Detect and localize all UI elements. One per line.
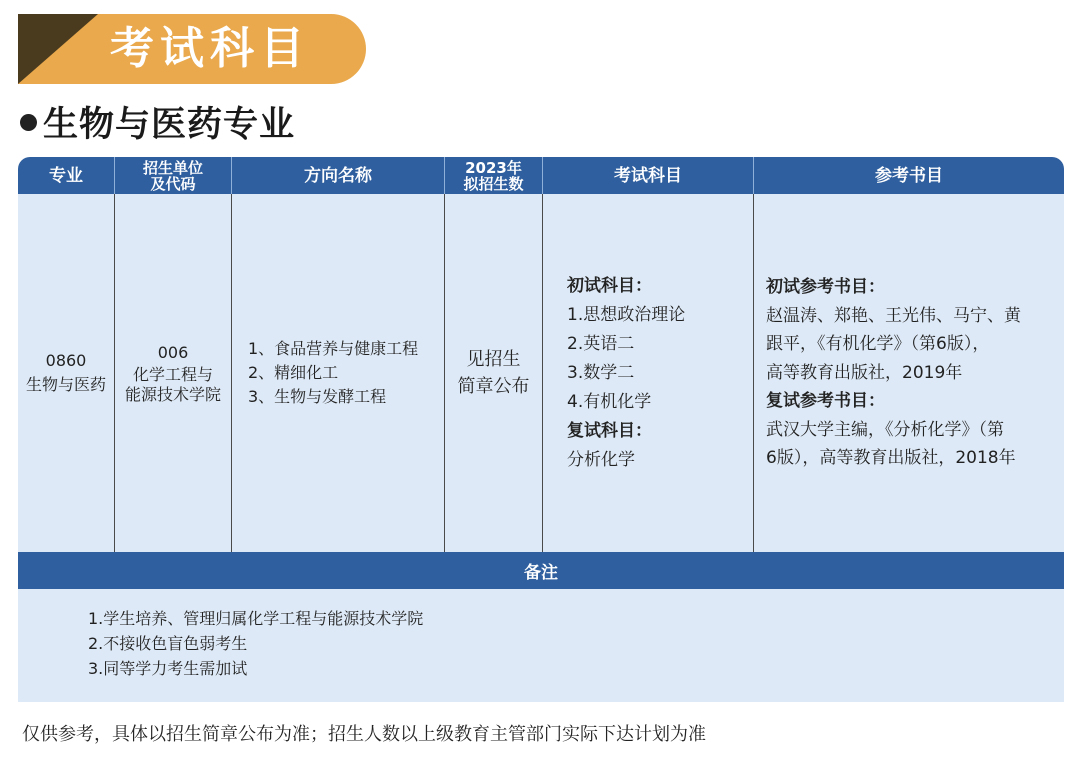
- header-unit-line2: 及代码: [150, 174, 196, 193]
- header-major: 专业: [18, 157, 115, 194]
- cell-unit: [115, 194, 232, 552]
- header-exam: 考试科目: [543, 157, 754, 194]
- books-initial-line: 赵温涛、郑艳、王光伟、马宁、黄: [766, 305, 1021, 326]
- exam-initial-item: 2.英语二: [567, 333, 635, 354]
- books-retest-line: 武汉大学主编，《分析化学》（第: [766, 419, 1004, 440]
- books-initial-title: 初试参考书目：: [766, 277, 885, 298]
- note-item: 1.学生培养、管理归属化学工程与能源技术学院: [88, 609, 424, 628]
- cell-directions: [232, 194, 445, 552]
- major-heading-text: 生物与医药专业: [43, 105, 296, 145]
- exam-initial-title: 初试科目：: [567, 275, 652, 296]
- header-direction: 方向名称: [232, 157, 445, 194]
- cell-quota: [445, 194, 543, 552]
- note-item: 2.不接收色盲色弱考生: [88, 634, 248, 653]
- exam-retest-item: 分析化学: [567, 449, 635, 470]
- cell-exam: [543, 194, 754, 552]
- quota-line1: 见招生: [466, 349, 521, 370]
- major-name: 生物与医药: [25, 375, 106, 394]
- books-retest-title: 复试参考书目：: [766, 391, 885, 412]
- cell-major: [18, 194, 115, 552]
- notes-header: 备注: [18, 552, 1064, 589]
- section-banner: [18, 14, 366, 84]
- quota-line2: 简章公布: [457, 376, 530, 397]
- notes-body: [18, 589, 1064, 702]
- header-quota-line2: 拟招生数: [463, 174, 524, 193]
- unit-name-line2: 能源技术学院: [124, 385, 221, 404]
- books-retest-line: 6版），高等教育出版社，2018年: [766, 448, 1016, 469]
- header-unit-line1: 招生单位: [142, 158, 203, 177]
- direction-item: 1、食品营养与健康工程: [248, 339, 419, 358]
- cell-books: [754, 194, 1064, 552]
- bullet-icon: [20, 114, 37, 131]
- unit-code: 006: [157, 343, 189, 362]
- header-quota: [445, 157, 543, 194]
- table-row: [18, 194, 1064, 552]
- exam-table: [18, 157, 1064, 702]
- banner-title: 考试科目: [110, 23, 310, 74]
- major-heading: [20, 98, 295, 146]
- header-unit: [115, 157, 232, 194]
- unit-name-line1: 化学工程与: [132, 365, 213, 384]
- books-initial-line: 高等教育出版社，2019年: [766, 362, 963, 383]
- note-item: 3.同等学力考生需加试: [88, 659, 248, 678]
- exam-initial-item: 3.数学二: [567, 362, 635, 383]
- header-quota-line1: 2023年: [465, 158, 522, 177]
- direction-item: 3、生物与发酵工程: [248, 387, 387, 406]
- banner-corner-shape: [18, 14, 98, 84]
- table-header: [18, 157, 1064, 194]
- books-initial-line: 跟平，《有机化学》（第6版），: [766, 334, 990, 355]
- exam-initial-item: 4.有机化学: [567, 391, 652, 412]
- direction-item: 2、精细化工: [248, 363, 339, 382]
- exam-retest-title: 复试科目：: [567, 420, 652, 441]
- exam-initial-item: 1.思想政治理论: [567, 304, 686, 325]
- header-books: 参考书目: [875, 165, 943, 186]
- major-code: 0860: [45, 351, 87, 370]
- footer-disclaimer: 仅供参考，具体以招生简章公布为准；招生人数以上级教育主管部门实际下达计划为准: [22, 724, 706, 745]
